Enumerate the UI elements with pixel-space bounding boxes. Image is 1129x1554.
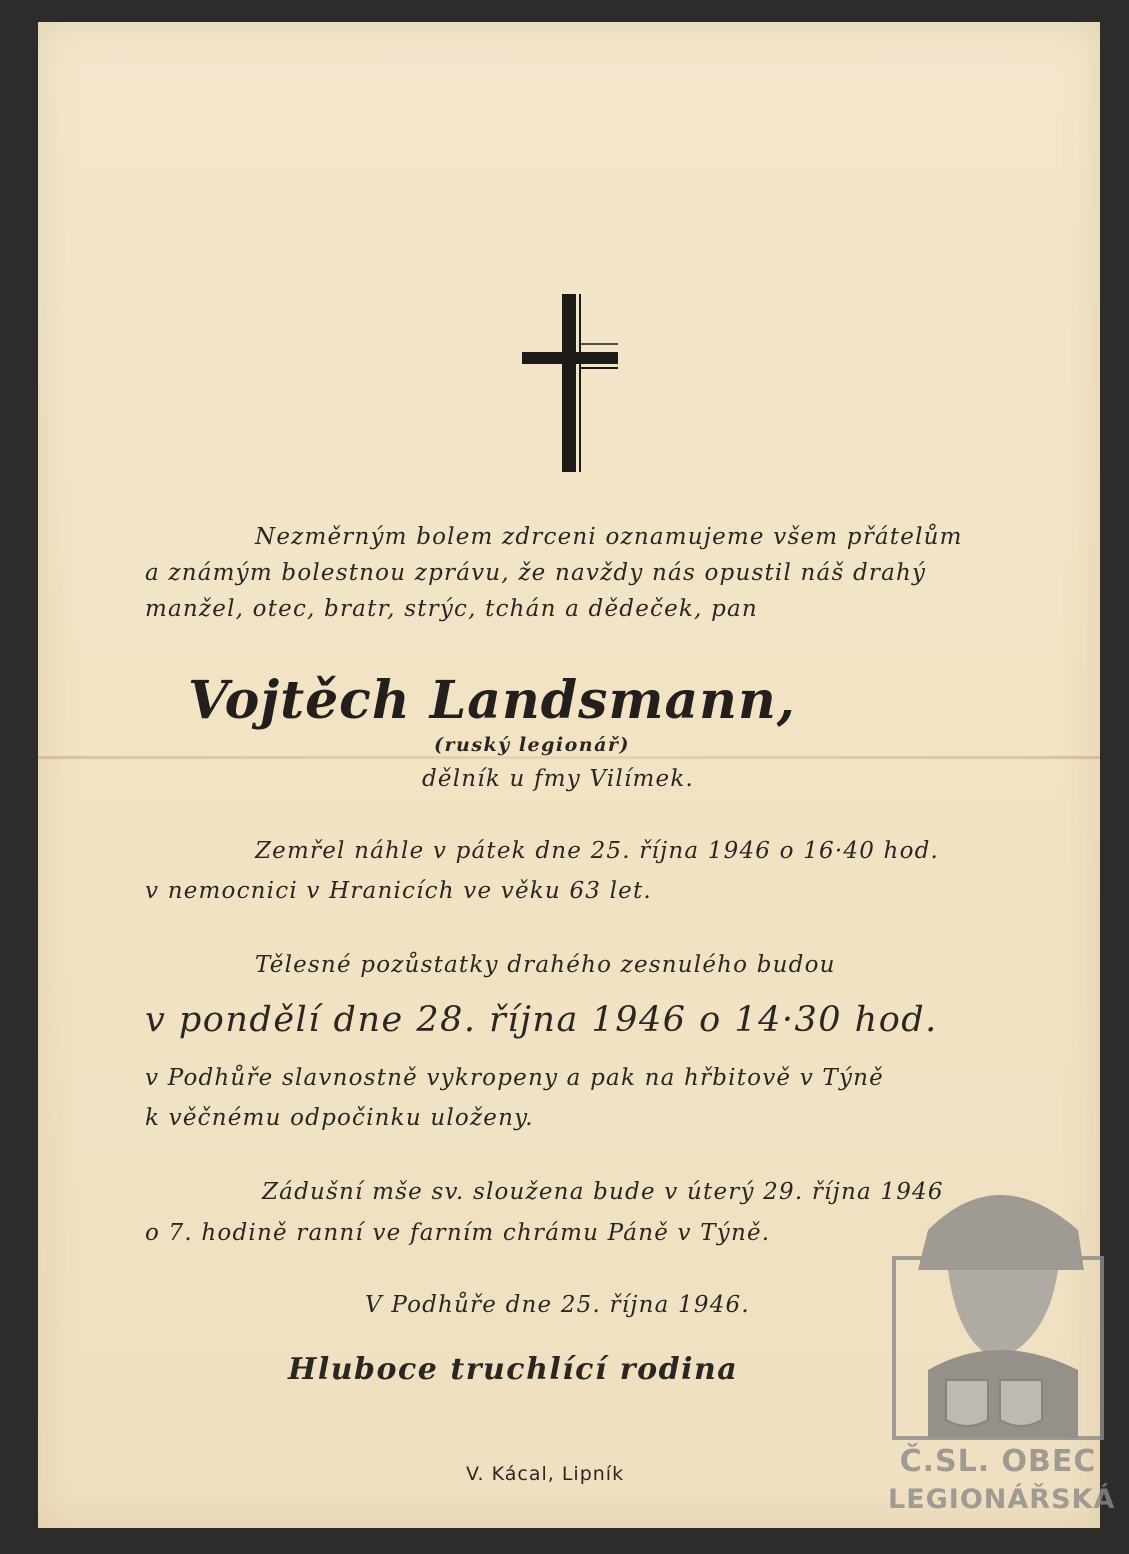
funeral-line-1: Tělesné pozůstatky drahého zesnulého budou (255, 952, 836, 978)
death-line-2: v nemocnici v Hranicích ve věku 63 let. (145, 878, 652, 904)
watermark-line-1: Č.SL. OBEC (899, 1444, 1097, 1479)
mass-line-2: o 7. hodině ranní ve farním chrámu Páně v Týně. (145, 1220, 771, 1246)
intro-line-3: manžel, otec, bratr, strýc, tchán a dědeček, pan (145, 596, 758, 622)
printer-credit: V. Kácal, Lipník (466, 1463, 625, 1485)
legion-logo-watermark (888, 1170, 1116, 1530)
funeral-line-3: v Podhůře slavnostně vykropeny a pak na hřbitově v Týně (145, 1065, 884, 1091)
soldier-emblem-icon (888, 1170, 1108, 1440)
fold-crease (38, 756, 1100, 759)
deceased-name: Vojtěch Landsmann, (188, 670, 796, 731)
mass-line-1: Zádušní mše sv. sloužena bude v úterý 29. října 1946 (262, 1179, 944, 1205)
watermark-line-2: LEGIONÁŘSKÁ (888, 1484, 1116, 1515)
intro-line-2: a známým bolestnou zprávu, že navždy nás opustil náš drahý (145, 560, 927, 586)
deceased-title: (ruský legionář) (434, 734, 630, 756)
signature: Hluboce truchlící rodina (288, 1352, 739, 1387)
deceased-occupation: dělník u fmy Vilímek. (422, 766, 695, 792)
death-line-1: Zemřel náhle v pátek dne 25. října 1946 o 16·40 hod. (255, 838, 940, 864)
cross-icon (522, 294, 622, 474)
funeral-line-4: k věčnému odpočinku uloženy. (145, 1105, 534, 1131)
intro-line-1: Nezměrným bolem zdrceni oznamujeme všem přátelům (255, 524, 963, 550)
funeral-date: v pondělí dne 28. října 1946 o 14·30 hod. (145, 1000, 938, 1040)
place-date: V Podhůře dne 25. října 1946. (365, 1292, 750, 1318)
